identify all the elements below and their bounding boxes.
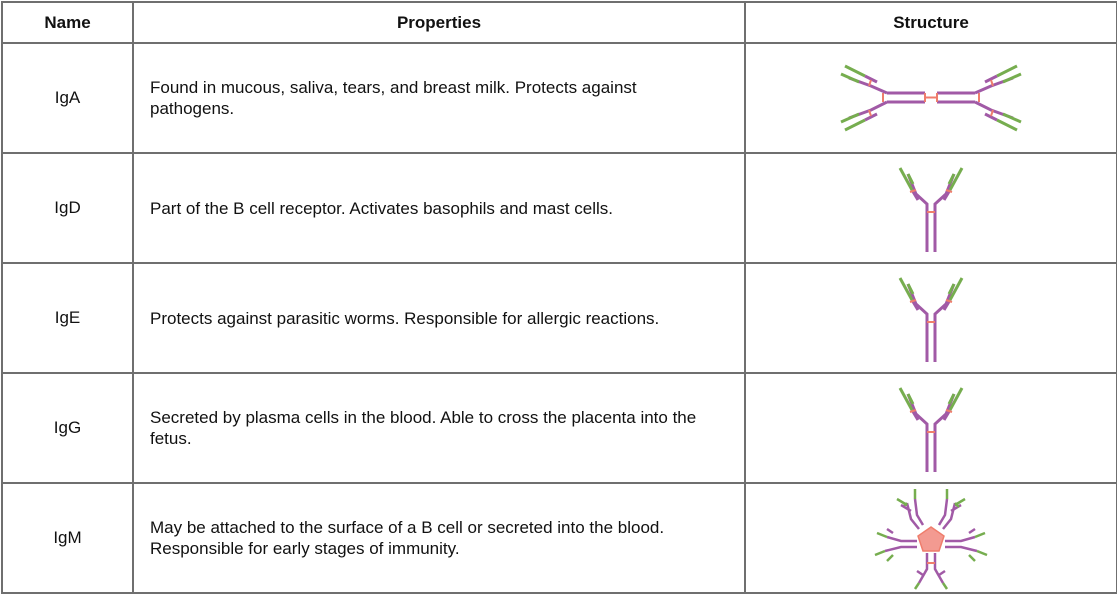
igg-monomer-icon [896, 380, 966, 476]
antibody-properties: Secreted by plasma cells in the blood. Able to cross the placenta into the fetus. [133, 373, 745, 483]
table-row [2, 263, 1117, 373]
antibody-structure [745, 43, 1117, 153]
iga-dimer-icon [831, 58, 1031, 138]
antibody-structure [745, 483, 1117, 593]
header-name: Name [2, 2, 133, 43]
ige-monomer-icon [896, 270, 966, 366]
antibody-properties: Part of the B cell receptor. Activates basophils and mast cells. [133, 153, 745, 263]
antibody-name: IgD [2, 153, 133, 263]
table-row [2, 153, 1117, 263]
header-row [2, 2, 1117, 43]
immunoglobulin-table [1, 1, 1117, 594]
igd-monomer-icon [896, 160, 966, 256]
antibody-structure [745, 373, 1117, 483]
antibody-properties: Found in mucous, saliva, tears, and breast milk. Protects against pathogens. [133, 43, 745, 153]
table-row [2, 43, 1117, 153]
antibody-name: IgE [2, 263, 133, 373]
header-structure: Structure [745, 2, 1117, 43]
antibody-structure [745, 263, 1117, 373]
antibody-name: IgA [2, 43, 133, 153]
table-row [2, 483, 1117, 593]
antibody-properties: May be attached to the surface of a B cell or secreted into the blood. Responsible for early stages of immunity. [133, 483, 745, 593]
table-row [2, 373, 1117, 483]
antibody-name: IgG [2, 373, 133, 483]
igm-pentamer-icon [871, 485, 991, 591]
header-properties: Properties [133, 2, 745, 43]
antibody-properties: Protects against parasitic worms. Responsible for allergic reactions. [133, 263, 745, 373]
antibody-structure [745, 153, 1117, 263]
antibody-name: IgM [2, 483, 133, 593]
